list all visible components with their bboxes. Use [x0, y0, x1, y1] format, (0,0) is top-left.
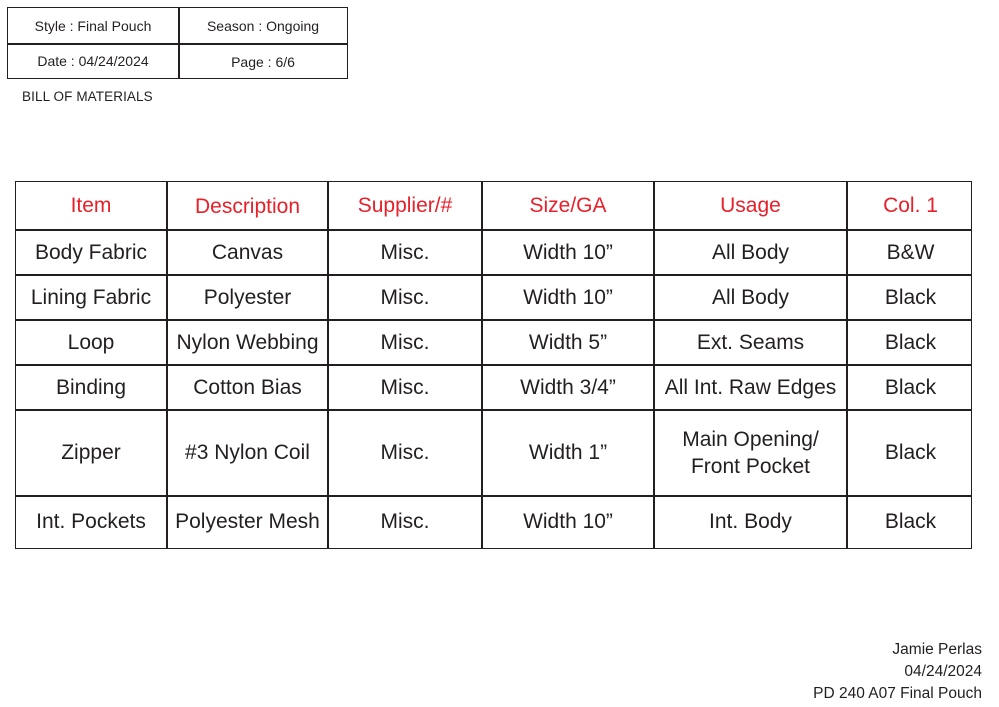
page-label: Page : 6/6 — [231, 54, 295, 70]
style-label: Style : Final Pouch — [34, 18, 152, 34]
table-cell-supplier: Misc. — [380, 510, 430, 534]
table-cell-description: Canvas — [211, 240, 284, 264]
table-cell-usage: Ext. Seams — [696, 330, 805, 354]
table-cell-color: Black — [884, 510, 937, 534]
date-label: Date : 04/24/2024 — [37, 53, 149, 69]
table-cell-description: Cotton Bias — [193, 375, 302, 399]
table-cell-color: Black — [884, 330, 937, 354]
header-color: Col. 1 — [883, 193, 938, 217]
table-cell-color: Black — [884, 441, 937, 465]
table-cell-size: Width 10” — [523, 285, 613, 309]
table-cell-item: Zipper — [61, 441, 121, 465]
document-title: BILL OF MATERIALS — [22, 89, 153, 104]
usage-line-1: Main Opening/ — [682, 427, 819, 451]
header-size: Size/GA — [529, 193, 607, 217]
bom-table — [15, 181, 972, 549]
footer-project: PD 240 A07 Final Pouch — [813, 685, 982, 702]
table-cell-color: Black — [884, 285, 937, 309]
header-divider-horizontal — [8, 43, 347, 45]
table-cell-item: Int. Pockets — [36, 510, 146, 534]
header-usage: Usage — [720, 193, 781, 217]
table-cell-supplier: Misc. — [380, 375, 430, 399]
table-cell-description: #3 Nylon Coil — [185, 441, 310, 465]
table-cell-size: Width 10” — [523, 240, 613, 264]
table-cell-size: Width 10” — [523, 510, 613, 534]
header-supplier: Supplier/# — [357, 193, 453, 217]
table-cell-color: Black — [884, 375, 937, 399]
footer-date: 04/24/2024 — [904, 663, 982, 680]
table-cell-supplier: Misc. — [380, 330, 430, 354]
table-cell-description: Polyester — [203, 285, 292, 309]
table-cell-size: Width 5” — [528, 330, 608, 354]
footer-author: Jamie Perlas — [892, 641, 982, 658]
table-cell-supplier: Misc. — [380, 285, 430, 309]
footer-signature — [813, 639, 982, 705]
table-cell-description: Polyester Mesh — [175, 510, 320, 534]
table-cell-usage: All Int. Raw Edges — [664, 375, 837, 399]
table-cell-description: Nylon Webbing — [176, 330, 319, 354]
table-cell-item: Binding — [55, 375, 127, 399]
table-cell-supplier: Misc. — [380, 441, 430, 465]
table-cell-item: Body Fabric — [34, 240, 148, 264]
table-cell-size: Width 1” — [528, 441, 608, 465]
usage-line-2: Front Pocket — [690, 455, 811, 478]
table-cell-size: Width 3/4” — [520, 375, 616, 399]
season-label: Season : Ongoing — [206, 18, 320, 34]
table-cell-usage: All Body — [711, 285, 790, 309]
table-cell-color: B&W — [886, 240, 935, 264]
header-description: Description — [194, 194, 301, 218]
table-cell-usage: All Body — [711, 240, 790, 264]
table-cell-item: Loop — [67, 330, 115, 354]
header-info-box — [7, 7, 348, 79]
header-item: Item — [70, 193, 112, 217]
table-cell-usage: Int. Body — [709, 510, 792, 534]
table-cell-item: Lining Fabric — [30, 285, 152, 309]
table-cell-usage — [655, 411, 846, 495]
table-cell-supplier: Misc. — [380, 240, 430, 264]
